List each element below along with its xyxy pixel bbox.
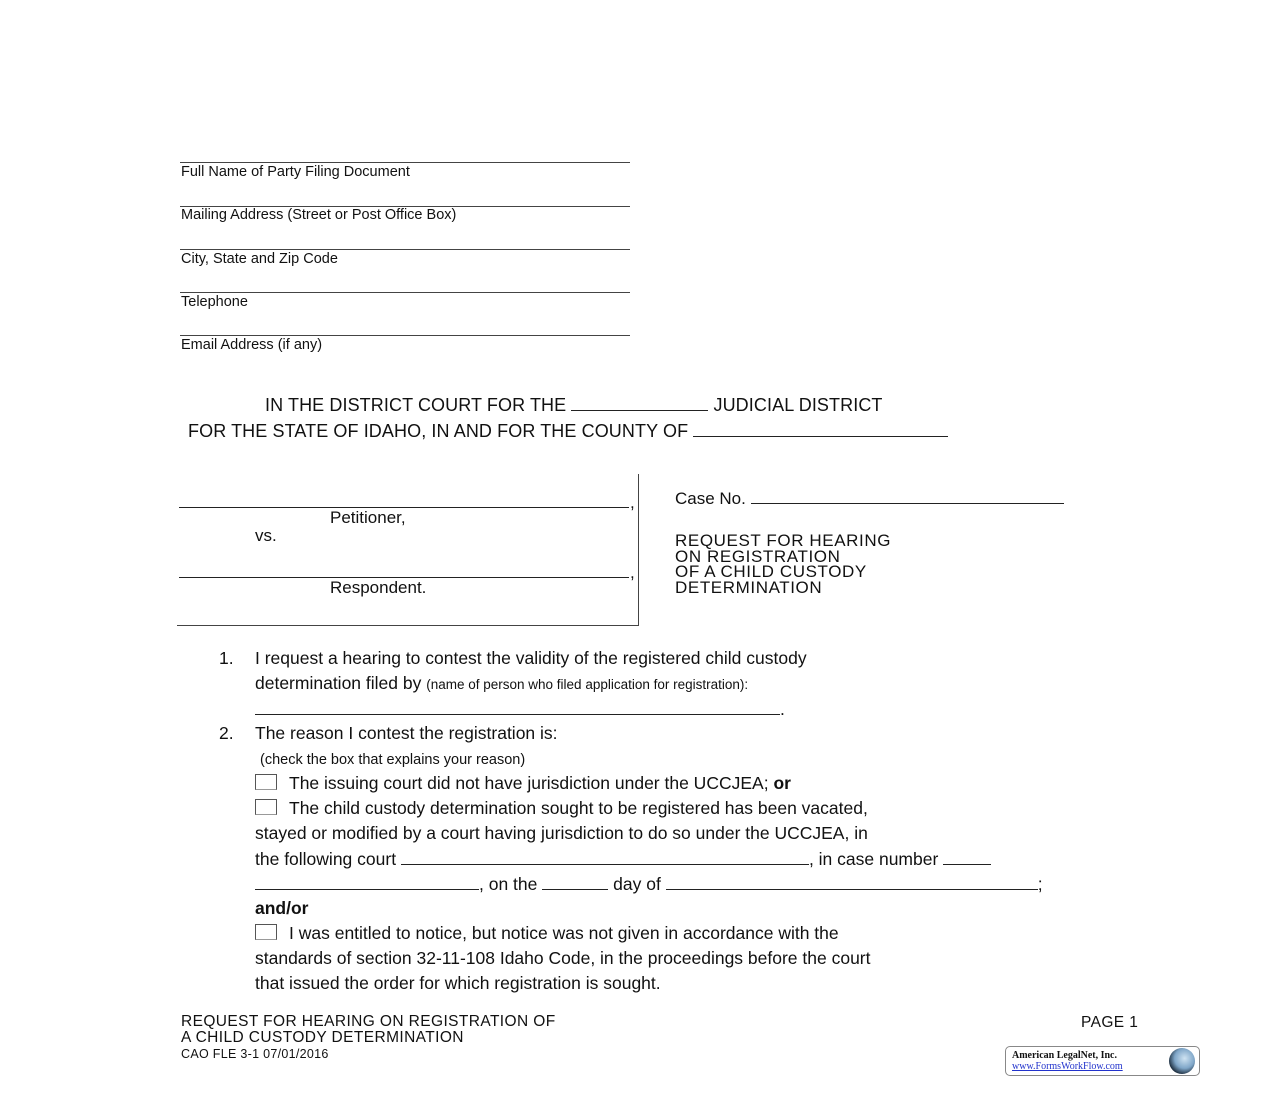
item-2-instruction: (check the box that explains your reason) [260,752,526,768]
filer-name-row [255,698,785,720]
footer-title [181,1014,556,1062]
no-notice-text: I was entitled to notice, but notice was not given in accordance with the [289,923,839,943]
page-number: PAGE 1 [1081,1014,1139,1031]
telephone-field[interactable] [180,292,630,293]
title-line-4: DETERMINATION [675,577,823,597]
vacated-continuation: stayed or modified by a court having jurisdiction to do so under the UCCJEA, in [255,823,868,843]
mailing-address-label: Mailing Address (Street or Post Office Box) [181,207,457,223]
option-no-jurisdiction [255,773,791,794]
item-2-line1: The reason I contest the registration is: [255,723,558,743]
form-code: CAO FLE 3-1 07/01/2016 [181,1047,329,1061]
case-number-label: Case No. [675,489,746,508]
day-of-label: day of [613,874,661,894]
title-line-1: REQUEST FOR HEARING [675,531,892,550]
email-field[interactable] [180,335,630,336]
court-heading-suffix: JUDICIAL DISTRICT [713,395,883,415]
day-field[interactable] [542,873,608,890]
option-no-notice [255,923,839,944]
city-state-zip-field[interactable] [180,249,630,250]
case-number-row [675,487,1064,509]
no-notice-line2: standards of section 32-11-108 Idaho Code, in the proceedings before the court [255,948,871,968]
following-court-row [255,848,991,870]
email-label: Email Address (if any) [181,337,323,353]
case-number-field[interactable] [751,487,1064,504]
and-or-text: and/or [255,898,309,918]
filer-name-period: . [780,699,785,719]
respondent-comma: , [630,563,635,582]
title-line-3: OF A CHILD CUSTODY [675,562,867,581]
item-1-number: 1. [219,648,234,668]
title-line-2: ON REGISTRATION [675,546,841,566]
footer-title-line1: REQUEST FOR HEARING ON REGISTRATION OF [181,1013,556,1030]
caption-bottom-rule [177,625,639,626]
publisher-badge[interactable] [1005,1046,1200,1076]
following-court-label: the following court [255,849,397,869]
and-or-label [255,898,308,919]
petitioner-comma: , [630,493,635,512]
no-jurisdiction-text: The issuing court did not have jurisdiction under the UCCJEA; [289,773,769,793]
vacated-checkbox[interactable] [255,799,277,815]
petitioner-label: Petitioner, [330,508,406,527]
case-number-field-b[interactable] [255,873,479,890]
respondent-label: Respondent. [330,578,427,597]
court-heading-prefix: IN THE DISTRICT COURT FOR THE [265,395,567,415]
court-heading-line2 [188,420,948,442]
filer-name-field[interactable] [255,698,780,715]
item-1-line2-main: determination filed by [255,673,422,693]
no-notice-checkbox[interactable] [255,924,277,940]
telephone-label: Telephone [181,294,248,310]
month-year-field[interactable] [666,873,1038,890]
judicial-district-field[interactable] [571,394,708,411]
no-jurisdiction-checkbox[interactable] [255,774,277,790]
full-name-label: Full Name of Party Filing Document [181,164,410,180]
item-1-line1: I request a hearing to contest the validity of the registered child custody [255,648,807,668]
county-prefix: FOR THE STATE OF IDAHO, IN AND FOR THE COUNTY OF [188,421,689,441]
semicolon: ; [1037,874,1043,894]
county-field[interactable] [693,420,948,437]
case-number-field-a[interactable] [943,848,991,865]
no-notice-line3: that issued the order for which registration is sought. [255,973,661,993]
in-case-number-label: , in case number [808,849,939,869]
vacated-text: The child custody determination sought to be registered has been vacated, [289,798,868,818]
item-1-line2-note: (name of person who filed application for registration): [426,677,749,692]
on-the-label: , on the [479,874,538,894]
option-vacated [255,798,868,819]
document-title [675,533,891,595]
full-name-field[interactable] [180,162,630,163]
date-row [255,873,1043,895]
publisher-link[interactable]: www.FormsWorkFlow.com [1012,1061,1123,1072]
globe-logo-icon [1169,1048,1195,1074]
vs-label: vs. [255,526,277,545]
item-2-number: 2. [219,723,234,743]
caption-divider [638,474,639,626]
footer-title-line2: A CHILD CUSTODY DETERMINATION [181,1029,464,1046]
or-conjunction: or [773,773,791,793]
item-1-line2 [255,673,748,694]
publisher-name: American LegalNet, Inc. [1012,1050,1117,1061]
following-court-field[interactable] [401,848,809,865]
court-heading-line1 [265,394,883,416]
city-state-zip-label: City, State and Zip Code [181,251,338,267]
